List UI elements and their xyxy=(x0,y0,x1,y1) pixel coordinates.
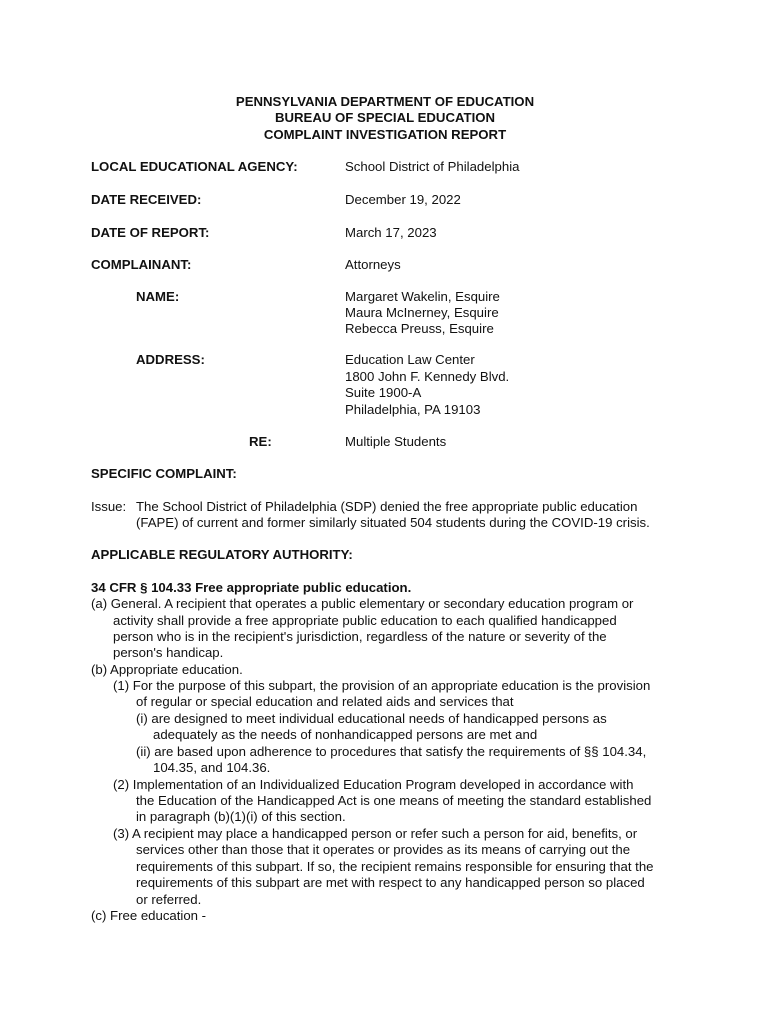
header-department: PENNSYLVANIA DEPARTMENT OF EDUCATION xyxy=(235,94,535,109)
name-label: NAME: xyxy=(136,289,180,304)
reg-text-line: of regular or special education and related aids and services that xyxy=(136,694,514,709)
lea-value: School District of Philadelphia xyxy=(345,159,520,174)
reg-text-line: (3) A recipient may place a handicapped person or refer such a person for aid, benefits, or xyxy=(113,826,638,841)
address-line: Philadelphia, PA 19103 xyxy=(345,402,481,417)
reg-text-line: (2) Implementation of an Individualized Education Program developed in accordance with xyxy=(113,777,634,792)
address-line: Education Law Center xyxy=(345,352,475,367)
complainant-value: Attorneys xyxy=(345,257,401,272)
date-received-value: December 19, 2022 xyxy=(345,192,461,207)
cfr-section-heading: 34 CFR § 104.33 Free appropriate public education. xyxy=(91,580,412,595)
issue-text-line: (FAPE) of current and former similarly situated 504 students during the COVID-19 crisis. xyxy=(136,515,650,530)
reg-text-line: requirements of this subpart are met with respect to any handicapped person so placed xyxy=(136,875,645,890)
reg-text-line: (1) For the purpose of this subpart, the provision of an appropriate education is the provision xyxy=(113,678,651,693)
name-line: Rebecca Preuss, Esquire xyxy=(345,321,494,336)
reg-text-line: the Education of the Handicapped Act is one means of meeting the standard established xyxy=(136,793,652,808)
address-line: Suite 1900-A xyxy=(345,385,422,400)
reg-text-line: or referred. xyxy=(136,892,202,907)
issue-text-line: The School District of Philadelphia (SDP) denied the free appropriate public education xyxy=(136,499,638,514)
reg-text-line: in paragraph (b)(1)(i) of this section. xyxy=(136,809,346,824)
address-label: ADDRESS: xyxy=(136,352,205,367)
reg-text-line: 104.35, and 104.36. xyxy=(153,760,271,775)
reg-text-line: activity shall provide a free appropriate public education to each qualified handicapped xyxy=(113,613,617,628)
name-line: Margaret Wakelin, Esquire xyxy=(345,289,500,304)
date-of-report-label: DATE OF REPORT: xyxy=(91,225,210,240)
reg-text-line: person who is in the recipient's jurisdiction, regardless of the nature or severity of the xyxy=(113,629,607,644)
specific-complaint-heading: SPECIFIC COMPLAINT: xyxy=(91,466,237,481)
date-of-report-value: March 17, 2023 xyxy=(345,225,437,240)
lea-label: LOCAL EDUCATIONAL AGENCY: xyxy=(91,159,298,174)
reg-text-line: (i) are designed to meet individual educational needs of handicapped persons as xyxy=(136,711,607,726)
header-report-title: COMPLAINT INVESTIGATION REPORT xyxy=(263,127,507,142)
re-label: RE: xyxy=(249,434,272,449)
reg-text-line: person's handicap. xyxy=(113,645,224,660)
reg-text-line: services other than those that it operates or provides as its means of carrying out the xyxy=(136,842,631,857)
issue-label: Issue: xyxy=(91,499,127,514)
re-value: Multiple Students xyxy=(345,434,447,449)
reg-text-line: (b) Appropriate education. xyxy=(91,662,243,677)
reg-text-line: adequately as the needs of nonhandicapped persons are met and xyxy=(153,727,538,742)
complainant-label: COMPLAINANT: xyxy=(91,257,192,272)
address-line: 1800 John F. Kennedy Blvd. xyxy=(345,369,510,384)
reg-text-line: (ii) are based upon adherence to procedures that satisfy the requirements of §§ 104.34, xyxy=(136,744,647,759)
regulatory-authority-heading: APPLICABLE REGULATORY AUTHORITY: xyxy=(91,547,353,562)
reg-text-line: (c) Free education - xyxy=(91,908,207,923)
date-received-label: DATE RECEIVED: xyxy=(91,192,202,207)
reg-text-line: (a) General. A recipient that operates a public elementary or secondary education program or xyxy=(91,596,634,611)
reg-text-line: requirements of this subpart. If so, the recipient remains responsible for ensuring that the xyxy=(136,859,654,874)
name-line: Maura McInerney, Esquire xyxy=(345,305,499,320)
header-bureau: BUREAU OF SPECIAL EDUCATION xyxy=(274,110,496,125)
